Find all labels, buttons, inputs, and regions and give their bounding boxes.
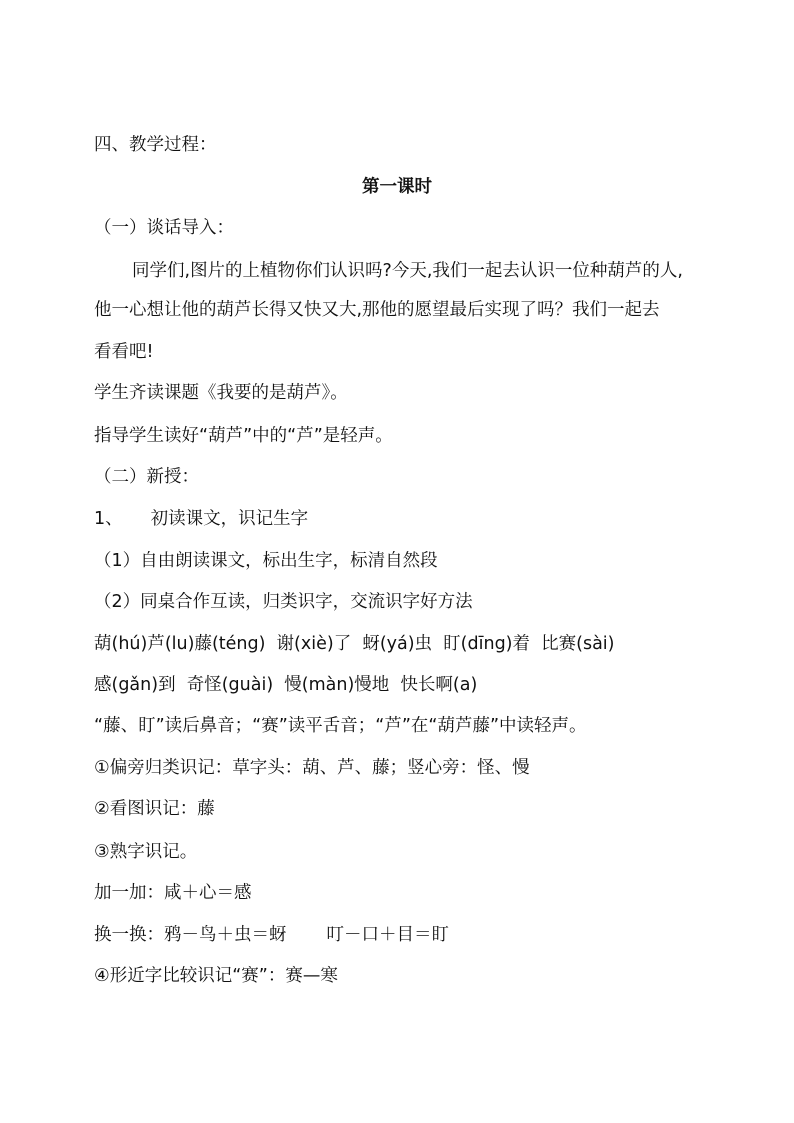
part1-heading: （一）谈话导入： [94, 218, 234, 238]
read-title-line: 学生齐读课题《我要的是葫芦》。 [94, 383, 348, 403]
intro-line-3: 看看吧! [94, 342, 154, 362]
lesson-title: 第一课时 [362, 177, 432, 197]
intro-line-2: 他一心想让他的葫芦长得又快又大,那他的愿望最后实现了吗？我们一起去 [94, 300, 660, 320]
section-heading: 四、教学过程： [94, 135, 217, 155]
swap-a: 换一换：鸦－鸟＋虫＝蚜 [94, 925, 287, 945]
step1-sub2: （2）同桌合作互读，归类识字，交流识字好方法 [94, 592, 473, 612]
method-3: ③熟字识记。 [94, 842, 198, 862]
swap-b: 叮－口＋目＝盯 [326, 925, 449, 945]
swap-line [94, 923, 734, 947]
guide-line: 指导学生读好“葫芦”中的“芦”是轻声。 [94, 426, 393, 446]
add-line: 加一加：咸＋心＝感 [94, 883, 252, 903]
step1-sub1: （1）自由朗读课文，标出生字，标清自然段 [94, 551, 438, 571]
part2-heading: （二）新授： [94, 467, 199, 487]
pinyin-line-1: 葫(hú)芦(lu)藤(téng) 谢(xiè)了 蚜(yá)虫 盯(dīng)着 比赛(sài) [94, 634, 615, 654]
pronunciation-line: “藤、盯”读后鼻音；“赛”读平舌音；“芦”在“葫芦藤”中读轻声。 [94, 716, 587, 736]
step1-line [94, 507, 734, 531]
method-1: ①偏旁归类识记：草字头：葫、芦、藤；竖心旁：怪、慢 [94, 758, 530, 778]
method-2: ②看图识记：藤 [94, 799, 215, 819]
step1-text: 初读课文，识记生字 [150, 509, 309, 529]
intro-line-1: 同学们,图片的上植物你们认识吗?今天,我们一起去认识一位种葫芦的人, [132, 261, 683, 281]
step1-number: 1、 [94, 509, 123, 529]
method-4: ④形近字比较识记“赛”：赛—寒 [94, 966, 338, 986]
pinyin-line-2: 感(gǎn)到 奇怪(guài) 慢(màn)慢地 快长啊(a) [94, 675, 478, 695]
